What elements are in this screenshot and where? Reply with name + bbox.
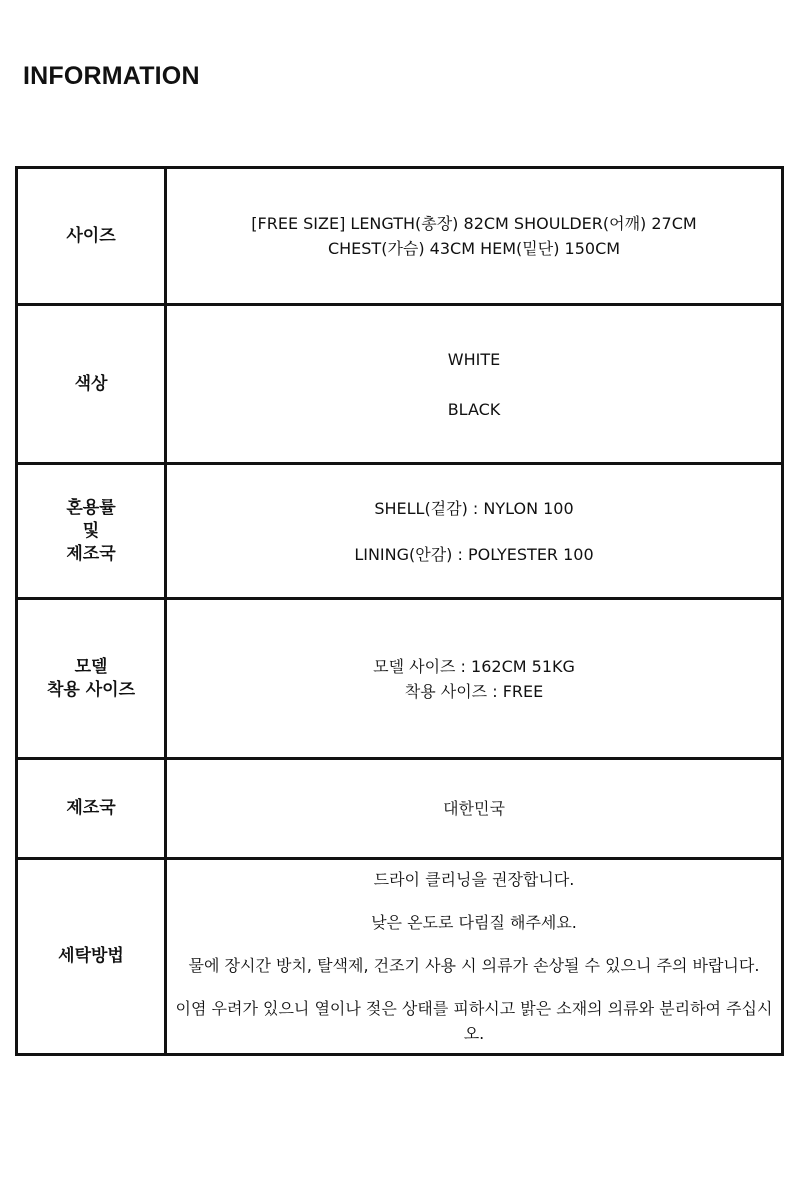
- value-line: 드라이 클리닝을 권장합니다.: [373, 870, 575, 889]
- label-line: 혼용률: [66, 497, 116, 518]
- row-label-size: [17, 168, 166, 305]
- value-line: BLACK: [447, 399, 501, 419]
- value-line: 대한민국: [443, 799, 505, 818]
- label-line: 색상: [74, 373, 108, 394]
- product-info-table: [15, 166, 784, 1056]
- row-value-material: [166, 464, 783, 599]
- row-value-color: [166, 305, 783, 464]
- row-value-size: [166, 168, 783, 305]
- row-label-origin: [17, 759, 166, 859]
- table-row-origin: [17, 759, 783, 859]
- value-line: CHEST(가슴) 43CM HEM(밑단) 150CM: [327, 239, 621, 258]
- value-line: 모델 사이즈 : 162CM 51KG: [373, 656, 575, 676]
- label-line: 사이즈: [66, 225, 116, 246]
- row-value-model: [166, 599, 783, 759]
- row-label-color: [17, 305, 166, 464]
- table-row-washing: [17, 859, 783, 1055]
- value-line: [FREE SIZE] LENGTH(총장) 82CM SHOULDER(어깨) 27CM: [251, 214, 697, 233]
- label-line: 모델: [74, 656, 108, 677]
- row-value-washing: [166, 859, 783, 1055]
- value-line: SHELL(겉감) : NYLON 100: [374, 498, 574, 518]
- table-row-model: [17, 599, 783, 759]
- value-line: 물에 장시간 방치, 탈색제, 건조기 사용 시 의류가 손상될 수 있으니 주의 바랍니다.: [188, 956, 760, 975]
- label-line: 착용 사이즈: [46, 679, 136, 700]
- row-label-model: [17, 599, 166, 759]
- label-line: 제조국: [66, 798, 116, 818]
- value-line: 착용 사이즈 : FREE: [404, 681, 544, 701]
- value-line: 이염 우려가 있으니 열이나 젖은 상태를 피하시고 밝은 소재의 의류와 분리하여 주십시오.: [175, 999, 773, 1043]
- row-value-origin: [166, 759, 783, 859]
- table-row-size: [17, 168, 783, 305]
- label-line: 및: [82, 520, 100, 541]
- table-row-material: [17, 464, 783, 599]
- value-line: 낮은 온도로 다림질 해주세요.: [371, 913, 577, 932]
- value-line: WHITE: [447, 349, 501, 369]
- row-label-material: [17, 464, 166, 599]
- row-label-washing: [17, 859, 166, 1055]
- label-line: 세탁방법: [58, 946, 124, 966]
- table-row-color: [17, 305, 783, 464]
- label-line: 제조국: [66, 543, 116, 564]
- value-line: LINING(안감) : POLYESTER 100: [354, 544, 594, 564]
- page-title: INFORMATION: [23, 62, 200, 90]
